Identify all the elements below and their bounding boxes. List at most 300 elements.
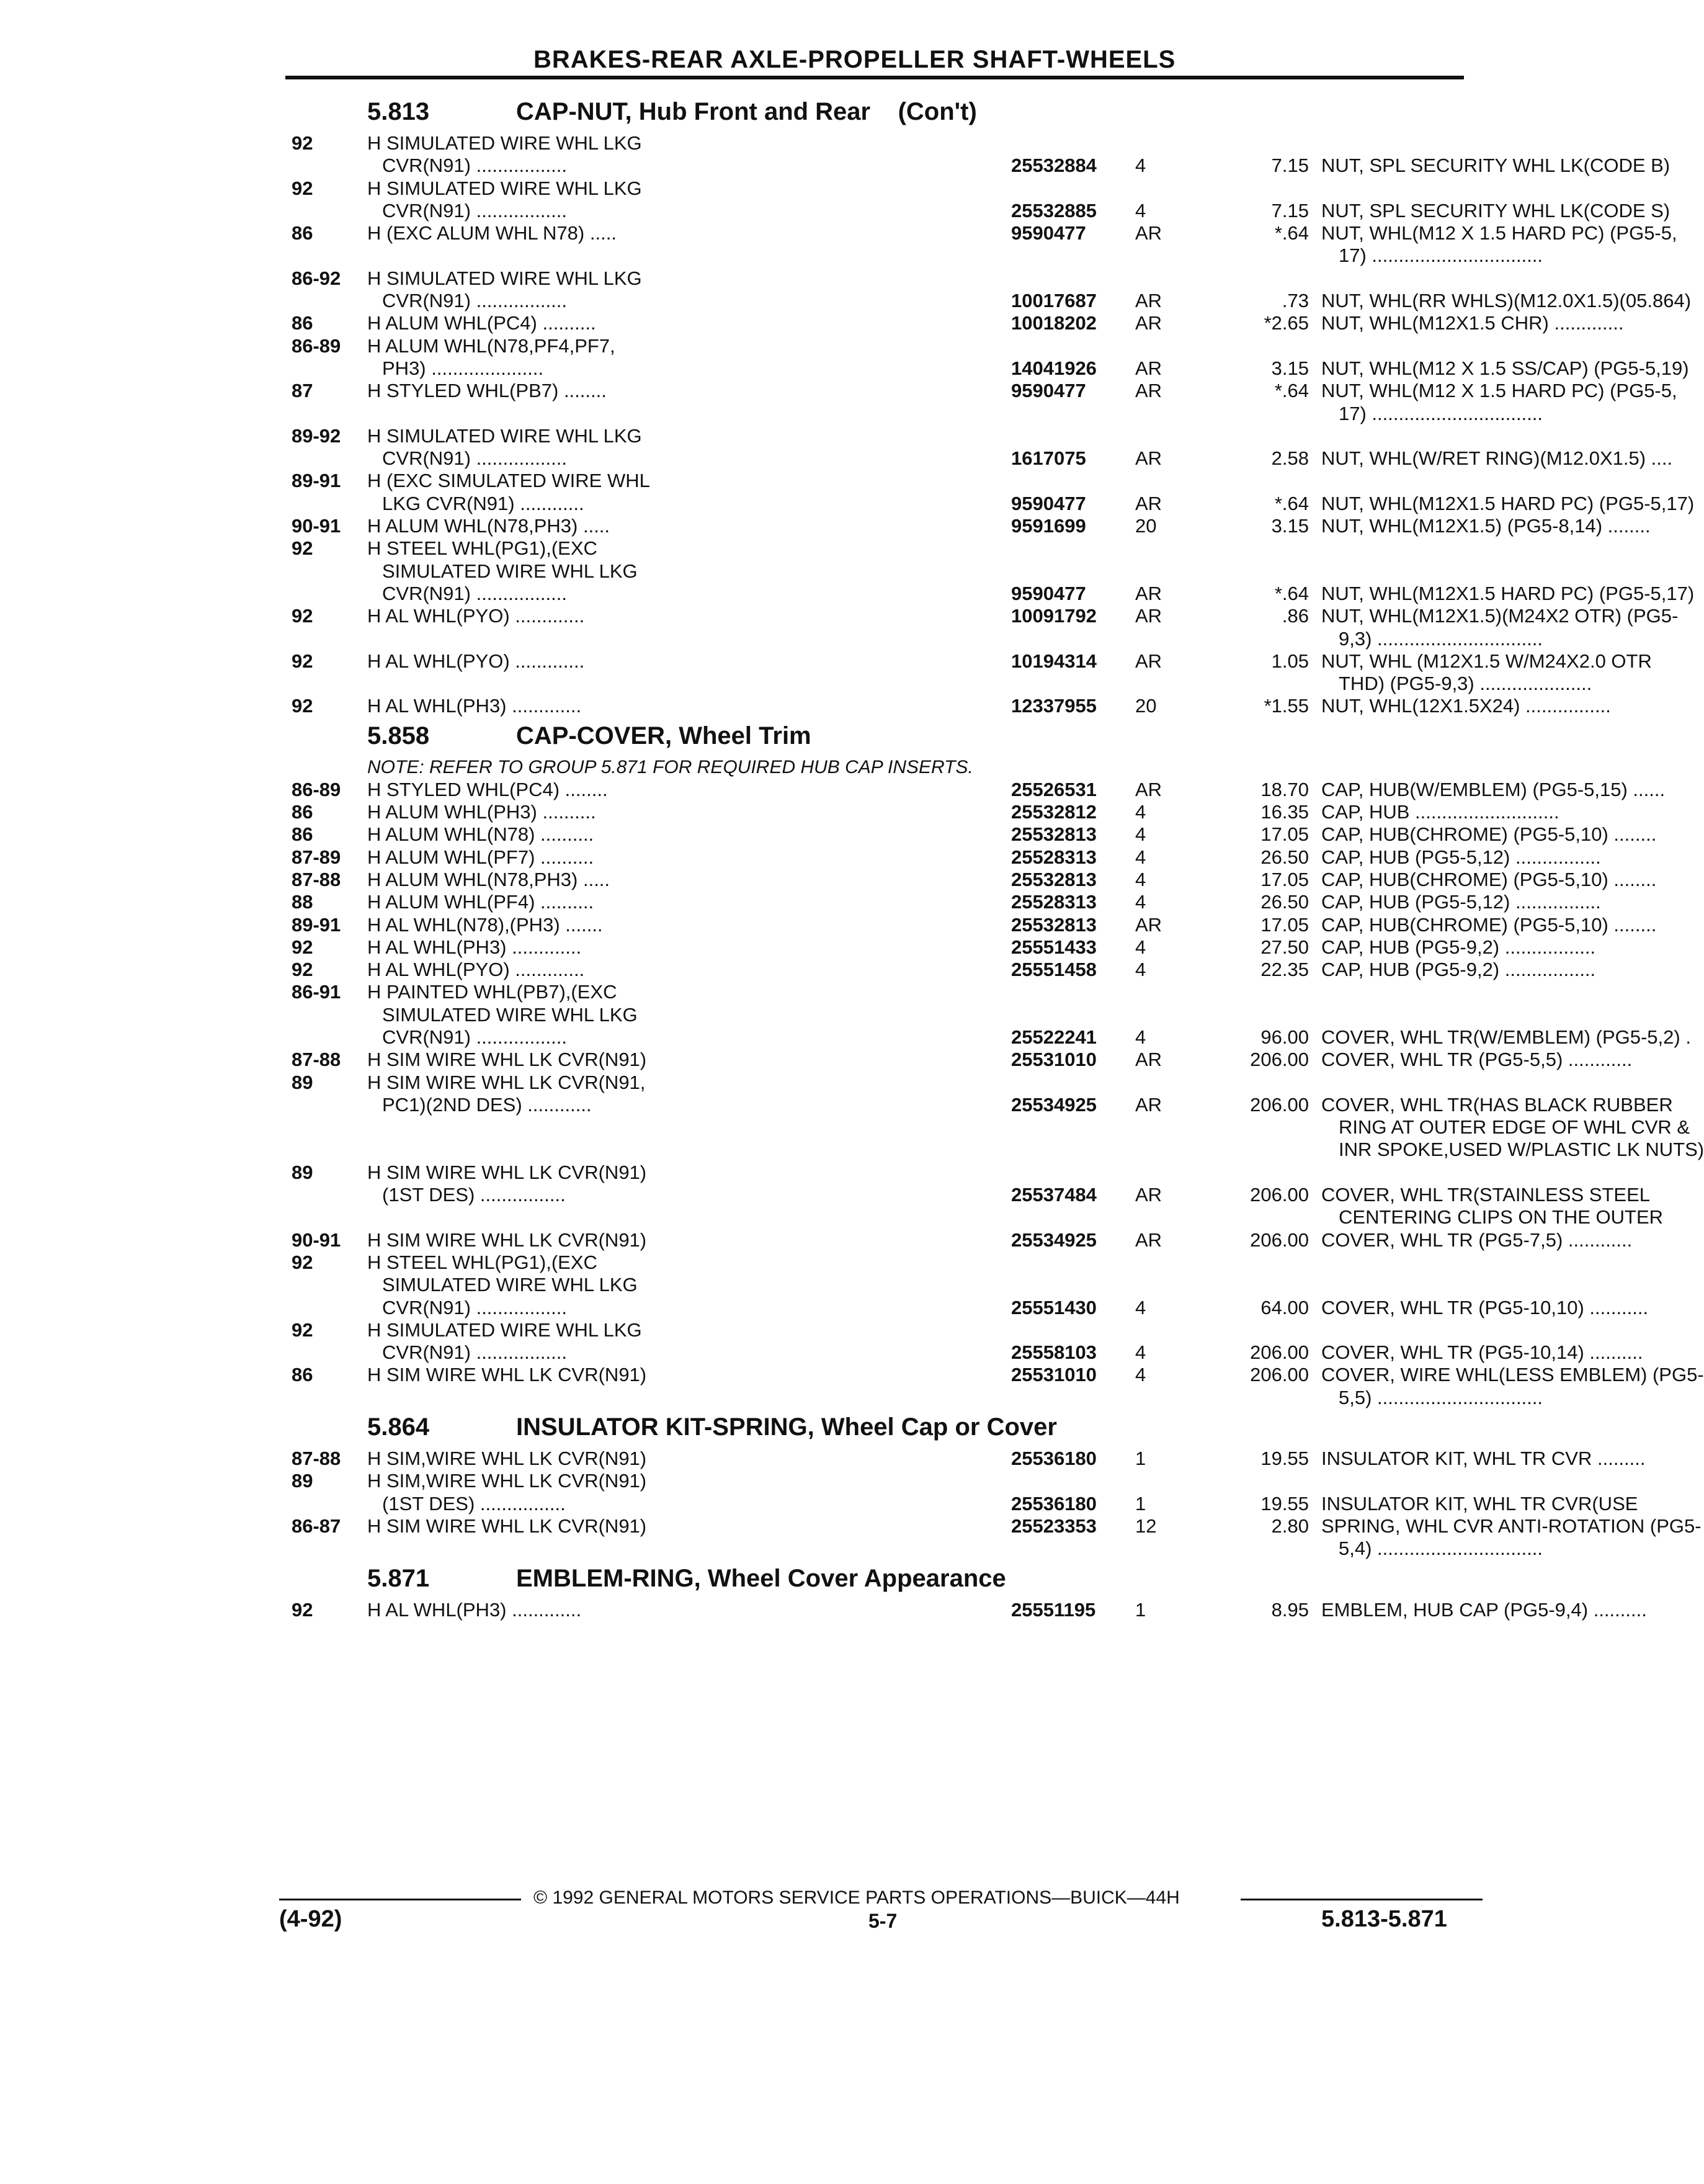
table-row <box>292 1093 1673 1116</box>
table-row <box>292 402 1543 424</box>
quantity: 4 <box>1135 1296 1146 1318</box>
part-description: NUT, WHL(12X1.5X24) ................ <box>1321 695 1611 717</box>
footer-date: (4-92) <box>279 1906 342 1932</box>
table-row <box>292 1251 1470 1273</box>
table-row <box>292 1048 1633 1071</box>
part-description: NUT, WHL(M12X1.5 CHR) ............. <box>1321 312 1624 334</box>
table-row <box>292 1071 1470 1093</box>
application-text: H PAINTED WHL(PB7),(EXC <box>367 981 617 1003</box>
quantity: 4 <box>1135 199 1146 222</box>
table-row <box>292 154 1671 177</box>
section-number: 5.858 <box>367 722 430 750</box>
model-year: 89 <box>292 1161 313 1183</box>
price: *.64 <box>1274 380 1309 402</box>
quantity: 4 <box>1135 936 1146 958</box>
quantity: 1 <box>1135 1492 1146 1515</box>
section-note-text: NOTE: REFER TO GROUP 5.871 FOR REQUIRED HUB CAP INSERTS. <box>367 756 973 777</box>
application-text: CVR(N91) ................. <box>382 290 567 312</box>
application-text: CVR(N91) ................. <box>382 447 567 470</box>
price: 16.35 <box>1260 801 1309 823</box>
table-row <box>292 1598 1647 1621</box>
application-text: H SIMULATED WIRE WHL LKG <box>367 1318 642 1341</box>
table-row <box>292 1386 1543 1408</box>
table-row <box>292 823 1657 846</box>
application-text: H ALUM WHL(PC4) .......... <box>367 312 596 334</box>
table-row <box>292 846 1601 868</box>
model-year: 92 <box>292 695 313 717</box>
quantity: 4 <box>1135 1026 1146 1048</box>
price: 17.05 <box>1260 913 1309 936</box>
quantity: 4 <box>1135 1364 1146 1386</box>
application-text: SIMULATED WIRE WHL LKG <box>382 560 638 582</box>
model-year: 92 <box>292 177 313 199</box>
table-row <box>292 1469 1470 1492</box>
part-description: COVER, WHL TR (PG5-5,5) ............ <box>1321 1049 1633 1071</box>
quantity: AR <box>1135 913 1162 936</box>
application-text: CVR(N91) ................. <box>382 1341 567 1364</box>
footer-copyright: © 1992 GENERAL MOTORS SERVICE PARTS OPERATIONS—BUICK—44H <box>533 1887 1180 1908</box>
table-row <box>292 334 1470 357</box>
part-description: NUT, WHL(M12 X 1.5 SS/CAP) (PG5-5,19) <box>1321 357 1689 379</box>
model-year: 92 <box>292 936 313 958</box>
application-text: H SIMULATED WIRE WHL LKG <box>367 132 642 154</box>
table-row <box>292 267 1470 289</box>
table-row <box>292 311 1624 334</box>
model-year: 86 <box>292 801 313 823</box>
model-year: 86 <box>292 823 313 846</box>
table-row <box>292 289 1692 312</box>
section-title: CAP-COVER, Wheel Trim <box>516 722 811 750</box>
part-number: 25537484 <box>1011 1184 1097 1206</box>
application-text: H STYLED WHL(PB7) ........ <box>367 380 607 402</box>
table-row <box>292 1273 1470 1296</box>
price: 26.50 <box>1260 846 1309 868</box>
part-number: 25526531 <box>1011 778 1097 800</box>
table-row <box>292 868 1657 890</box>
quantity: 4 <box>1135 846 1146 868</box>
part-number: 25551458 <box>1011 959 1097 981</box>
price: 7.15 <box>1271 154 1309 177</box>
model-year: 87-88 <box>292 868 341 890</box>
price: .86 <box>1282 605 1309 627</box>
part-description: SPRING, WHL CVR ANTI-ROTATION (PG5- <box>1321 1515 1702 1537</box>
table-row <box>292 1003 1470 1026</box>
application-text: SIMULATED WIRE WHL LKG <box>382 1003 638 1026</box>
parts-listing <box>292 93 1704 1621</box>
quantity: 4 <box>1135 959 1146 981</box>
table-row <box>292 1363 1704 1386</box>
quantity: AR <box>1135 492 1162 514</box>
part-description: COVER, WHL TR (PG5-10,10) ........... <box>1321 1296 1649 1318</box>
model-year: 87-88 <box>292 1049 341 1071</box>
table-row <box>292 1228 1633 1251</box>
table-row <box>292 980 1470 1003</box>
part-number: 25534925 <box>1011 1093 1097 1116</box>
part-number: 25532884 <box>1011 154 1097 177</box>
application-text: H ALUM WHL(PF4) .......... <box>367 891 594 913</box>
page-header-title: BRAKES-REAR AXLE-PROPELLER SHAFT-WHEELS <box>533 46 1176 73</box>
application-text: PC1)(2ND DES) ............ <box>382 1093 592 1116</box>
application-text: H SIM WIRE WHL LK CVR(N91) <box>367 1049 647 1071</box>
part-number: 9590477 <box>1011 492 1086 514</box>
model-year: 92 <box>292 605 313 627</box>
part-number: 25532813 <box>1011 913 1097 936</box>
table-row <box>292 1161 1470 1183</box>
application-text: H ALUM WHL(N78,PF4,PF7, <box>367 334 615 357</box>
table-row <box>292 1296 1649 1318</box>
price: 18.70 <box>1260 778 1309 800</box>
application-text: H (EXC SIMULATED WIRE WHL <box>367 470 650 492</box>
table-row <box>292 424 1470 447</box>
part-number: 10194314 <box>1011 650 1097 672</box>
part-description: EMBLEM, HUB CAP (PG5-9,4) .......... <box>1321 1598 1647 1621</box>
part-number: 25523353 <box>1011 1515 1097 1537</box>
section-number: 5.813 <box>367 98 430 125</box>
part-number: 25558103 <box>1011 1341 1097 1364</box>
model-year: 92 <box>292 650 313 672</box>
model-year: 88 <box>292 891 313 913</box>
table-row <box>292 913 1657 936</box>
footer-rule-right <box>1241 1899 1483 1900</box>
application-text: H SIM,WIRE WHL LK CVR(N91) <box>367 1448 647 1470</box>
model-year: 92 <box>292 1318 313 1341</box>
part-description: NUT, WHL(M12 X 1.5 HARD PC) (PG5-5, <box>1321 380 1677 402</box>
application-text: CVR(N91) ................. <box>382 154 567 177</box>
part-description: CAP, HUB (PG5-5,12) ................ <box>1321 891 1601 913</box>
quantity: 12 <box>1135 1515 1157 1537</box>
section-note <box>292 756 1470 778</box>
section-heading <box>292 1408 1470 1447</box>
quantity: 4 <box>1135 823 1146 846</box>
application-text: H SIMULATED WIRE WHL LKG <box>367 177 642 199</box>
part-description: NUT, SPL SECURITY WHL LK(CODE B) <box>1321 154 1671 177</box>
quantity: AR <box>1135 582 1162 604</box>
table-row <box>292 1341 1643 1364</box>
part-number: 25551430 <box>1011 1296 1097 1318</box>
application-text: H ALUM WHL(PH3) .......... <box>367 801 596 823</box>
part-number: 25551195 <box>1011 1598 1096 1621</box>
part-number: 25528313 <box>1011 846 1097 868</box>
part-description: CAP, HUB (PG5-9,2) ................. <box>1321 959 1596 981</box>
application-text: LKG CVR(N91) ............ <box>382 492 584 514</box>
price: 3.15 <box>1271 357 1309 379</box>
part-description: CAP, HUB(W/EMBLEM) (PG5-5,15) ...... <box>1321 778 1666 800</box>
quantity: 20 <box>1135 515 1157 537</box>
table-row <box>292 1447 1646 1470</box>
application-text: H STYLED WHL(PC4) ........ <box>367 778 608 800</box>
price: 206.00 <box>1250 1228 1309 1251</box>
price: *.64 <box>1274 582 1309 604</box>
model-year: 86-91 <box>292 981 341 1003</box>
model-year: 86 <box>292 222 313 244</box>
price: 206.00 <box>1250 1341 1309 1364</box>
part-description: CAP, HUB (PG5-9,2) ................. <box>1321 936 1596 958</box>
price: 1.05 <box>1271 650 1309 672</box>
part-description: COVER, WHL TR(HAS BLACK RUBBER <box>1321 1093 1673 1116</box>
part-description: 17) ................................ <box>1339 244 1543 267</box>
model-year: 89-91 <box>292 913 341 936</box>
table-row <box>292 469 1470 491</box>
part-description: INSULATOR KIT, WHL TR CVR(USE <box>1321 1492 1638 1515</box>
part-number: 25532813 <box>1011 823 1097 846</box>
part-description: 9,3) ............................... <box>1339 627 1543 650</box>
part-number: 9590477 <box>1011 222 1086 244</box>
application-text: H SIM WIRE WHL LK CVR(N91) <box>367 1515 647 1537</box>
section-number: 5.871 <box>367 1564 430 1592</box>
application-text: (1ST DES) ................ <box>382 1492 566 1515</box>
part-number: 25532885 <box>1011 199 1097 222</box>
application-text: H SIM WIRE WHL LK CVR(N91) <box>367 1364 647 1386</box>
part-number: 25532813 <box>1011 868 1097 890</box>
application-text: H SIM WIRE WHL LK CVR(N91) <box>367 1161 647 1183</box>
table-row <box>292 650 1652 672</box>
part-description: 5,4) ............................... <box>1339 1537 1543 1560</box>
model-year: 89 <box>292 1470 313 1492</box>
application-text: H SIMULATED WIRE WHL LKG <box>367 424 642 447</box>
footer-page-number: 5-7 <box>868 1910 898 1932</box>
quantity: AR <box>1135 312 1162 334</box>
application-text: H AL WHL(PYO) ............. <box>367 959 585 981</box>
model-year: 92 <box>292 1598 313 1621</box>
part-description: CENTERING CLIPS ON THE OUTER <box>1339 1206 1664 1228</box>
part-description: NUT, WHL(M12X1.5 HARD PC) (PG5-5,17) <box>1321 492 1695 514</box>
part-number: 12337955 <box>1011 695 1097 717</box>
footer-group-range: 5.813-5.871 <box>1321 1906 1447 1932</box>
part-number: 25532812 <box>1011 801 1097 823</box>
part-description: COVER, WHL TR (PG5-10,14) .......... <box>1321 1341 1643 1364</box>
part-number: 25528313 <box>1011 891 1097 913</box>
price: 206.00 <box>1250 1184 1309 1206</box>
table-row <box>292 1206 1664 1228</box>
quantity: AR <box>1135 447 1162 470</box>
model-year: 87-88 <box>292 1448 341 1470</box>
price: 19.55 <box>1260 1492 1309 1515</box>
price: *1.55 <box>1264 695 1309 717</box>
model-year: 86 <box>292 312 313 334</box>
part-number: 14041926 <box>1011 357 1097 379</box>
price: *.64 <box>1274 492 1309 514</box>
price: *2.65 <box>1264 312 1309 334</box>
price: 27.50 <box>1260 936 1309 958</box>
price: 206.00 <box>1250 1093 1309 1116</box>
price: *.64 <box>1274 222 1309 244</box>
part-description: 17) ................................ <box>1339 402 1543 424</box>
price: 96.00 <box>1260 1026 1309 1048</box>
model-year: 89 <box>292 1071 313 1093</box>
table-row <box>292 177 1470 199</box>
table-row <box>292 199 1671 222</box>
section-heading <box>292 717 1470 756</box>
part-description: CAP, HUB ........................... <box>1321 801 1559 823</box>
application-text: H AL WHL(N78),(PH3) ....... <box>367 913 603 936</box>
table-row <box>292 379 1677 402</box>
part-description: NUT, SPL SECURITY WHL LK(CODE S) <box>1321 199 1671 222</box>
section-title: CAP-NUT, Hub Front and Rear (Con't) <box>516 98 977 125</box>
part-number: 10018202 <box>1011 312 1097 334</box>
section-number: 5.864 <box>367 1413 430 1441</box>
price: 7.15 <box>1271 199 1309 222</box>
application-text: H SIM WIRE WHL LK CVR(N91, <box>367 1071 646 1093</box>
model-year: 92 <box>292 537 313 560</box>
quantity: AR <box>1135 1049 1162 1071</box>
application-text: H SIM WIRE WHL LK CVR(N91) <box>367 1228 647 1251</box>
model-year: 92 <box>292 959 313 981</box>
application-text: CVR(N91) ................. <box>382 1026 567 1048</box>
application-text: H AL WHL(PH3) ............. <box>367 1598 582 1621</box>
application-text: CVR(N91) ................. <box>382 1296 567 1318</box>
quantity: AR <box>1135 1093 1162 1116</box>
price: 19.55 <box>1260 1448 1309 1470</box>
application-text: SIMULATED WIRE WHL LKG <box>382 1274 638 1296</box>
quantity: 1 <box>1135 1598 1146 1621</box>
table-row <box>292 1138 1704 1161</box>
table-row <box>292 492 1695 514</box>
table-row <box>292 244 1543 267</box>
application-text: (1ST DES) ................ <box>382 1184 566 1206</box>
quantity: 4 <box>1135 891 1146 913</box>
application-text: H ALUM WHL(N78,PH3) ..... <box>367 868 610 890</box>
table-row <box>292 1515 1702 1537</box>
part-description: NUT, WHL(W/RET RING)(M12.0X1.5) .... <box>1321 447 1673 470</box>
table-row <box>292 1026 1691 1048</box>
price: 2.58 <box>1271 447 1309 470</box>
part-description: CAP, HUB(CHROME) (PG5-5,10) ........ <box>1321 913 1657 936</box>
application-text: H (EXC ALUM WHL N78) ..... <box>367 222 617 244</box>
table-row <box>292 132 1470 154</box>
application-text: H SIM,WIRE WHL LK CVR(N91) <box>367 1470 647 1492</box>
quantity: 4 <box>1135 801 1146 823</box>
part-description: COVER, WHL TR(STAINLESS STEEL <box>1321 1184 1650 1206</box>
price: 206.00 <box>1250 1049 1309 1071</box>
application-text: H AL WHL(PYO) ............. <box>367 605 585 627</box>
price: .73 <box>1282 290 1309 312</box>
part-number: 25536180 <box>1011 1448 1097 1470</box>
table-row <box>292 560 1470 582</box>
model-year: 89-91 <box>292 470 341 492</box>
part-description: INSULATOR KIT, WHL TR CVR ......... <box>1321 1448 1646 1470</box>
part-description: CAP, HUB(CHROME) (PG5-5,10) ........ <box>1321 868 1657 890</box>
table-row <box>292 1537 1543 1560</box>
table-row <box>292 357 1689 379</box>
model-year: 89-92 <box>292 424 341 447</box>
price: 64.00 <box>1260 1296 1309 1318</box>
table-row <box>292 627 1543 650</box>
part-description: CAP, HUB (PG5-5,12) ................ <box>1321 846 1601 868</box>
part-number: 25534925 <box>1011 1228 1097 1251</box>
price: 3.15 <box>1271 515 1309 537</box>
model-year: 86-87 <box>292 1515 341 1537</box>
application-text: H AL WHL(PH3) ............. <box>367 695 582 717</box>
price: 26.50 <box>1260 891 1309 913</box>
table-row <box>292 1492 1638 1515</box>
footer-rule-left <box>279 1899 521 1900</box>
part-number: 9590477 <box>1011 582 1086 604</box>
part-description: COVER, WHL TR (PG5-7,5) ............ <box>1321 1228 1633 1251</box>
part-description: 5,5) ............................... <box>1339 1386 1543 1408</box>
part-number: 10017687 <box>1011 290 1097 312</box>
model-year: 86-92 <box>292 267 341 289</box>
quantity: AR <box>1135 1228 1162 1251</box>
quantity: 20 <box>1135 695 1157 717</box>
part-number: 25522241 <box>1011 1026 1097 1048</box>
part-description: COVER, WHL TR(W/EMBLEM) (PG5-5,2) . <box>1321 1026 1691 1048</box>
price: 2.80 <box>1271 1515 1309 1537</box>
part-number: 25536180 <box>1011 1492 1097 1515</box>
part-number: 1617075 <box>1011 447 1086 470</box>
quantity: AR <box>1135 380 1162 402</box>
quantity: AR <box>1135 222 1162 244</box>
part-number: 25531010 <box>1011 1049 1097 1071</box>
table-row <box>292 447 1673 470</box>
table-row <box>292 672 1592 695</box>
model-year: 87 <box>292 380 313 402</box>
application-text: H ALUM WHL(N78) .......... <box>367 823 594 846</box>
table-row <box>292 936 1596 958</box>
section-heading <box>292 1560 1470 1598</box>
table-row <box>292 778 1666 800</box>
table-row <box>292 582 1695 604</box>
quantity: 4 <box>1135 1341 1146 1364</box>
quantity: 4 <box>1135 868 1146 890</box>
quantity: AR <box>1135 778 1162 800</box>
model-year: 90-91 <box>292 1228 341 1251</box>
quantity: AR <box>1135 605 1162 627</box>
table-row <box>292 694 1611 717</box>
table-row <box>292 537 1470 559</box>
application-text: H AL WHL(PYO) ............. <box>367 650 585 672</box>
table-row <box>292 800 1559 823</box>
table-row <box>292 958 1596 981</box>
quantity: AR <box>1135 1184 1162 1206</box>
application-text: H SIMULATED WIRE WHL LKG <box>367 267 642 289</box>
part-number: 9590477 <box>1011 380 1086 402</box>
part-description: NUT, WHL(M12X1.5 HARD PC) (PG5-5,17) <box>1321 582 1695 604</box>
application-text: H ALUM WHL(N78,PH3) ..... <box>367 515 610 537</box>
part-description: NUT, WHL(M12X1.5)(M24X2 OTR) (PG5- <box>1321 605 1679 627</box>
quantity: AR <box>1135 290 1162 312</box>
price: 17.05 <box>1260 868 1309 890</box>
model-year: 92 <box>292 132 313 154</box>
section-title: INSULATOR KIT-SPRING, Wheel Cap or Cover <box>516 1413 1057 1441</box>
application-text: H STEEL WHL(PG1),(EXC <box>367 537 597 560</box>
model-year: 86-89 <box>292 778 341 800</box>
table-row <box>292 1318 1470 1341</box>
application-text: H ALUM WHL(PF7) .......... <box>367 846 594 868</box>
part-number: 25551433 <box>1011 936 1097 958</box>
part-description: THD) (PG5-9,3) ..................... <box>1339 673 1592 695</box>
quantity: 4 <box>1135 154 1146 177</box>
quantity: 1 <box>1135 1448 1146 1470</box>
part-description: NUT, WHL(RR WHLS)(M12.0X1.5)(05.864) <box>1321 290 1692 312</box>
price: 8.95 <box>1271 1598 1309 1621</box>
table-row <box>292 890 1601 913</box>
model-year: 86 <box>292 1364 313 1386</box>
application-text: CVR(N91) ................. <box>382 199 567 222</box>
model-year: 87-89 <box>292 846 341 868</box>
part-description: CAP, HUB(CHROME) (PG5-5,10) ........ <box>1321 823 1657 846</box>
part-number: 10091792 <box>1011 605 1097 627</box>
application-text: H AL WHL(PH3) ............. <box>367 936 582 958</box>
price: 206.00 <box>1250 1364 1309 1386</box>
table-row <box>292 514 1651 537</box>
part-number: 9591699 <box>1011 515 1086 537</box>
model-year: 90-91 <box>292 515 341 537</box>
table-row <box>292 604 1679 627</box>
quantity: AR <box>1135 357 1162 379</box>
table-row <box>292 1183 1650 1206</box>
price: 22.35 <box>1260 959 1309 981</box>
price: 17.05 <box>1260 823 1309 846</box>
